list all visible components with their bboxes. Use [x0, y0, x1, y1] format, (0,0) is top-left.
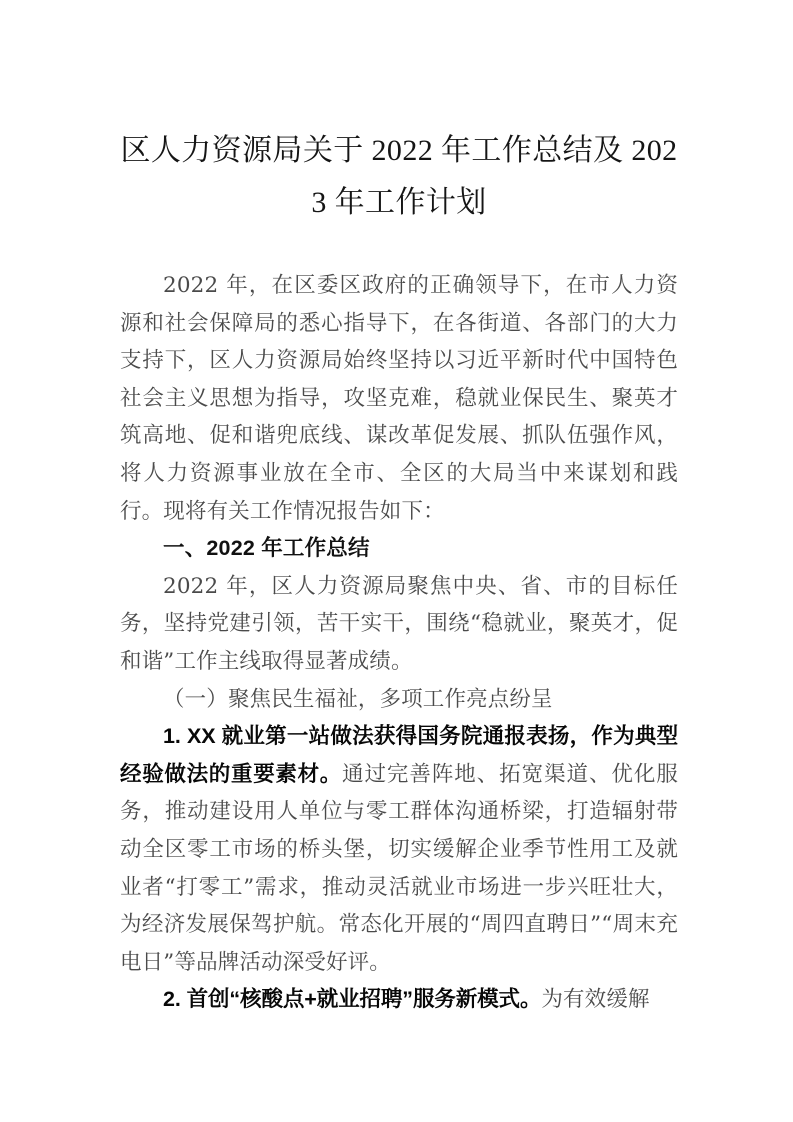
numbered-item-1-body: 通过完善阵地、拓宽渠道、优化服务，推动建设用人单位与零工群体沟通桥梁，打造辐射带动全区零工市场的桥头堡，切实缓解企业季节性用工及就业者“打零工”需求，推动灵活就业市场进一步兴旺壮大，为经济发展保驾护航。常态化开展的“周四直聘日”“周末充电日”等品牌活动深受好评。 [120, 761, 678, 975]
document-body [120, 229, 678, 1019]
numbered-item-1 [120, 718, 678, 981]
page-title: 区人力资源局关于 2022 年工作总结及 2023 年工作计划 [120, 134, 678, 219]
document-content-column [120, 0, 678, 1019]
numbered-item-2-lead: 2. 首创“核酸点+就业招聘”服务新模式。 [163, 987, 542, 1012]
subsection-heading-1: （一）聚焦民生福祉，多项工作亮点纷呈 [163, 686, 553, 712]
numbered-item-1-lead: 1. XX 就业第一站做法获得国务院通报表扬，作为典型经验做法的重要素材。 [120, 724, 678, 786]
intro-paragraph: 2022 年，在区委区政府的正确领导下，在市人力资源和社会保障局的悉心指导下，在各街道、各部门的大力支持下，区人力资源局始终坚持以习近平新时代中国特色社会主义思想为指导，攻坚克难，稳就业保民生、聚英才筑高地、促和谐兜底线、谋改革促发展、抓队伍强作风，将人力资源事业放在全市、全区的大局当中来谋划和践行。现将有关工作情况报告如下： [120, 273, 678, 524]
section-1-paragraph: 2022 年，区人力资源局聚焦中央、省、市的目标任务，坚持党建引领，苦干实干，围绕“稳就业，聚英才，促和谐”工作主线取得显著成绩。 [120, 573, 678, 674]
numbered-item-2-body: 为有效缓解 [541, 987, 650, 1013]
numbered-item-2 [120, 981, 678, 1019]
section-heading-1: 一、2022 年工作总结 [163, 536, 370, 561]
